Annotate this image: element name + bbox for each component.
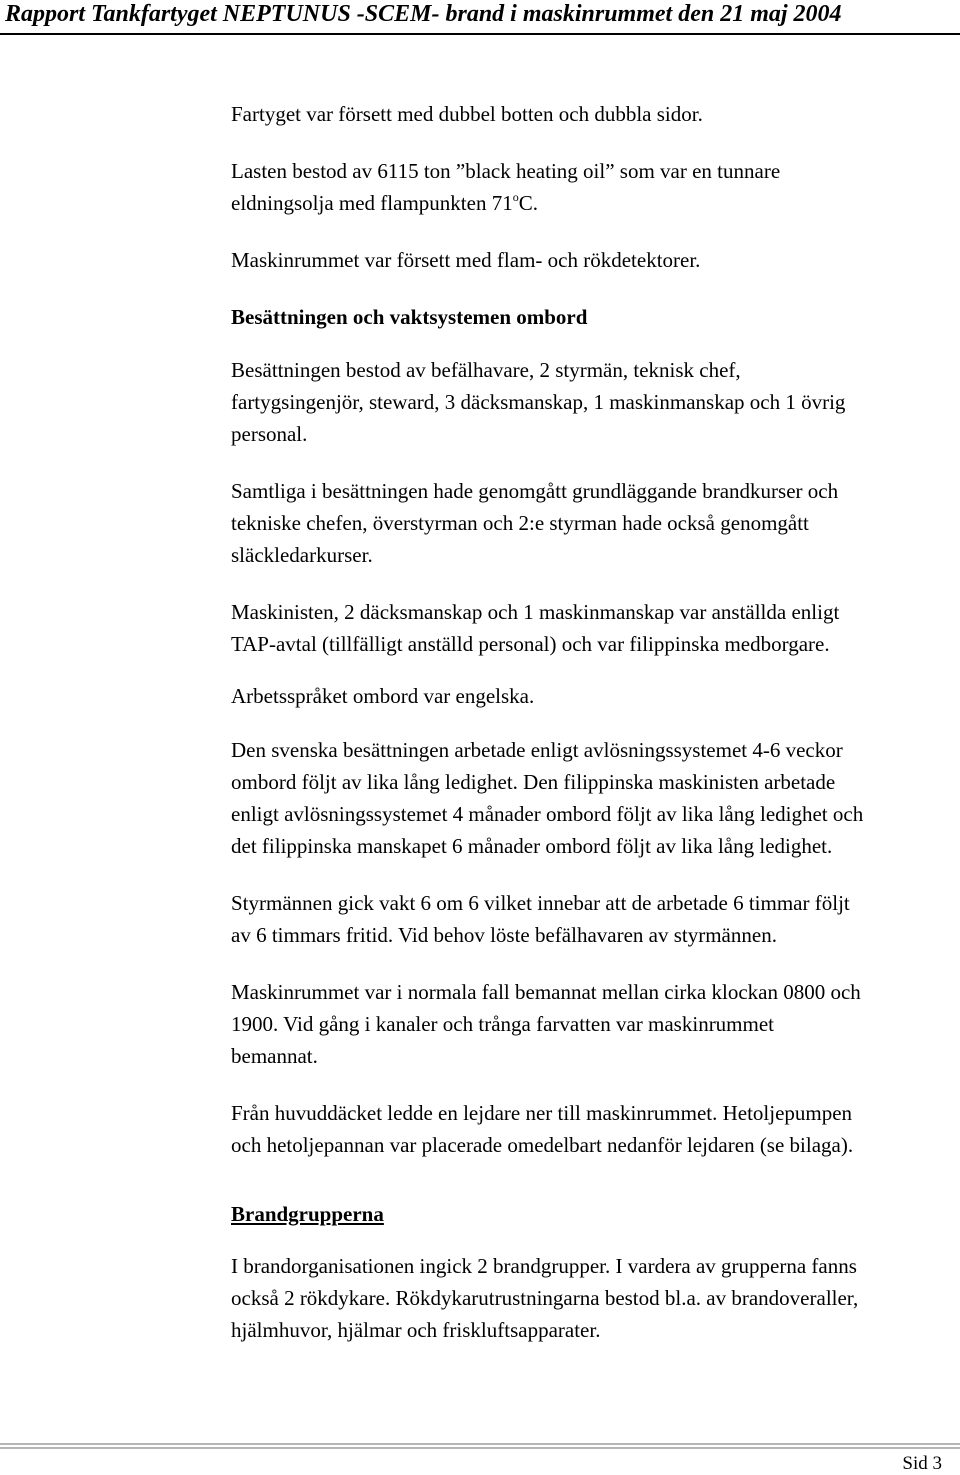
paragraph-line: 1900. Vid gång i kanaler och trånga farvatten var maskinrummet [231,1012,775,1036]
paragraph-line: Besättningen bestod av befälhavare, 2 styrmän, teknisk chef, [231,358,741,382]
paragraph-rotation [231,734,955,862]
paragraph-line: Samtliga i besättningen hade genomgått grundläggande brandkurser och [231,479,839,503]
paragraph-line: och hetoljepannan var placerade omedelbart nedanför lejdaren (se bilaga). [231,1133,854,1157]
paragraph-line: Fartyget var försett med dubbel botten och dubbla sidor. [231,102,703,126]
paragraph-line: I brandorganisationen ingick 2 brandgrupper. I vardera av grupperna fanns [231,1254,857,1278]
paragraph-line: ombord följt av lika lång ledighet. Den filippinska maskinisten arbetade [231,770,836,794]
paragraph-line [231,187,955,219]
paragraph-line: av 6 timmars fritid. Vid behov löste befälhavaren av styrmännen. [231,923,777,947]
document-body [231,98,955,1371]
footer-divider-top [0,1443,960,1445]
section-heading-text: Brandgrupperna [231,1202,384,1226]
paragraph-line: Från huvuddäcket ledde en lejdare ner till maskinrummet. Hetoljepumpen [231,1101,853,1125]
paragraph-line: Arbetsspråket ombord var engelska. [231,684,535,708]
paragraph-watch [231,887,955,951]
section-heading-firegroups [231,1198,955,1230]
paragraph-cargo [231,155,955,219]
paragraph-detectors [231,244,955,276]
cargo-unit: C. [518,191,538,215]
section-heading [231,1198,955,1230]
footer-divider-bottom [0,1447,960,1449]
paragraph-firegroups [231,1250,955,1346]
section-heading: Besättningen och vaktsystemen ombord [231,305,588,329]
page-header [0,0,960,40]
cargo-text: eldningsolja med flampunkten 71 [231,191,513,215]
header-divider [0,33,960,35]
paragraph-manning [231,976,955,1072]
paragraph-line: Styrmännen gick vakt 6 om 6 vilket innebar att de arbetade 6 timmar följt [231,891,850,915]
paragraph-line: enligt avlösningssystemet 4 månader ombord följt av lika lång ledighet och [231,802,864,826]
section-heading-crew [231,301,955,333]
paragraph-language [231,680,955,712]
paragraph-line: Maskinisten, 2 däcksmanskap och 1 maskinmanskap var anställda enligt [231,600,840,624]
paragraph-crew [231,354,955,450]
paragraph-hull [231,98,955,130]
paragraph-line: släckledarkurser. [231,543,373,567]
page-number: Sid 3 [902,1453,942,1474]
paragraph-training [231,475,955,571]
degree-superscript: o [512,190,519,204]
paragraph-line: hjälmhuvor, hjälmar och friskluftsapparater. [231,1318,601,1342]
paragraph-line: fartygsingenjör, steward, 3 däcksmanskap, 1 maskinmanskap och 1 övrig [231,390,846,414]
paragraph-line: också 2 rökdykare. Rökdykarutrustningarna bestod bl.a. av brandoveraller, [231,1286,859,1310]
paragraph-line: Den svenska besättningen arbetade enligt avlösningssystemet 4-6 veckor [231,738,843,762]
paragraph-line: bemannat. [231,1044,318,1068]
paragraph-line: Maskinrummet var försett med flam- och rökdetektorer. [231,248,701,272]
paragraph-line: personal. [231,422,308,446]
paragraph-line: det filippinska manskapet 6 månader ombord följt av lika lång ledighet. [231,834,833,858]
paragraph-ladder [231,1097,955,1161]
report-title: Rapport Tankfartyget NEPTUNUS -SCEM- brand i maskinrummet den 21 maj 2004 [5,1,842,27]
paragraph-line: Maskinrummet var i normala fall bemannat mellan cirka klockan 0800 och [231,980,861,1004]
paragraph-line: tekniske chefen, överstyrman och 2:e styrman hade också genomgått [231,511,809,535]
paragraph-tap [231,596,955,660]
paragraph-line: Lasten bestod av 6115 ton ”black heating oil” som var en tunnare [231,159,781,183]
paragraph-line: TAP-avtal (tillfälligt anställd personal) och var filippinska medborgare. [231,632,830,656]
